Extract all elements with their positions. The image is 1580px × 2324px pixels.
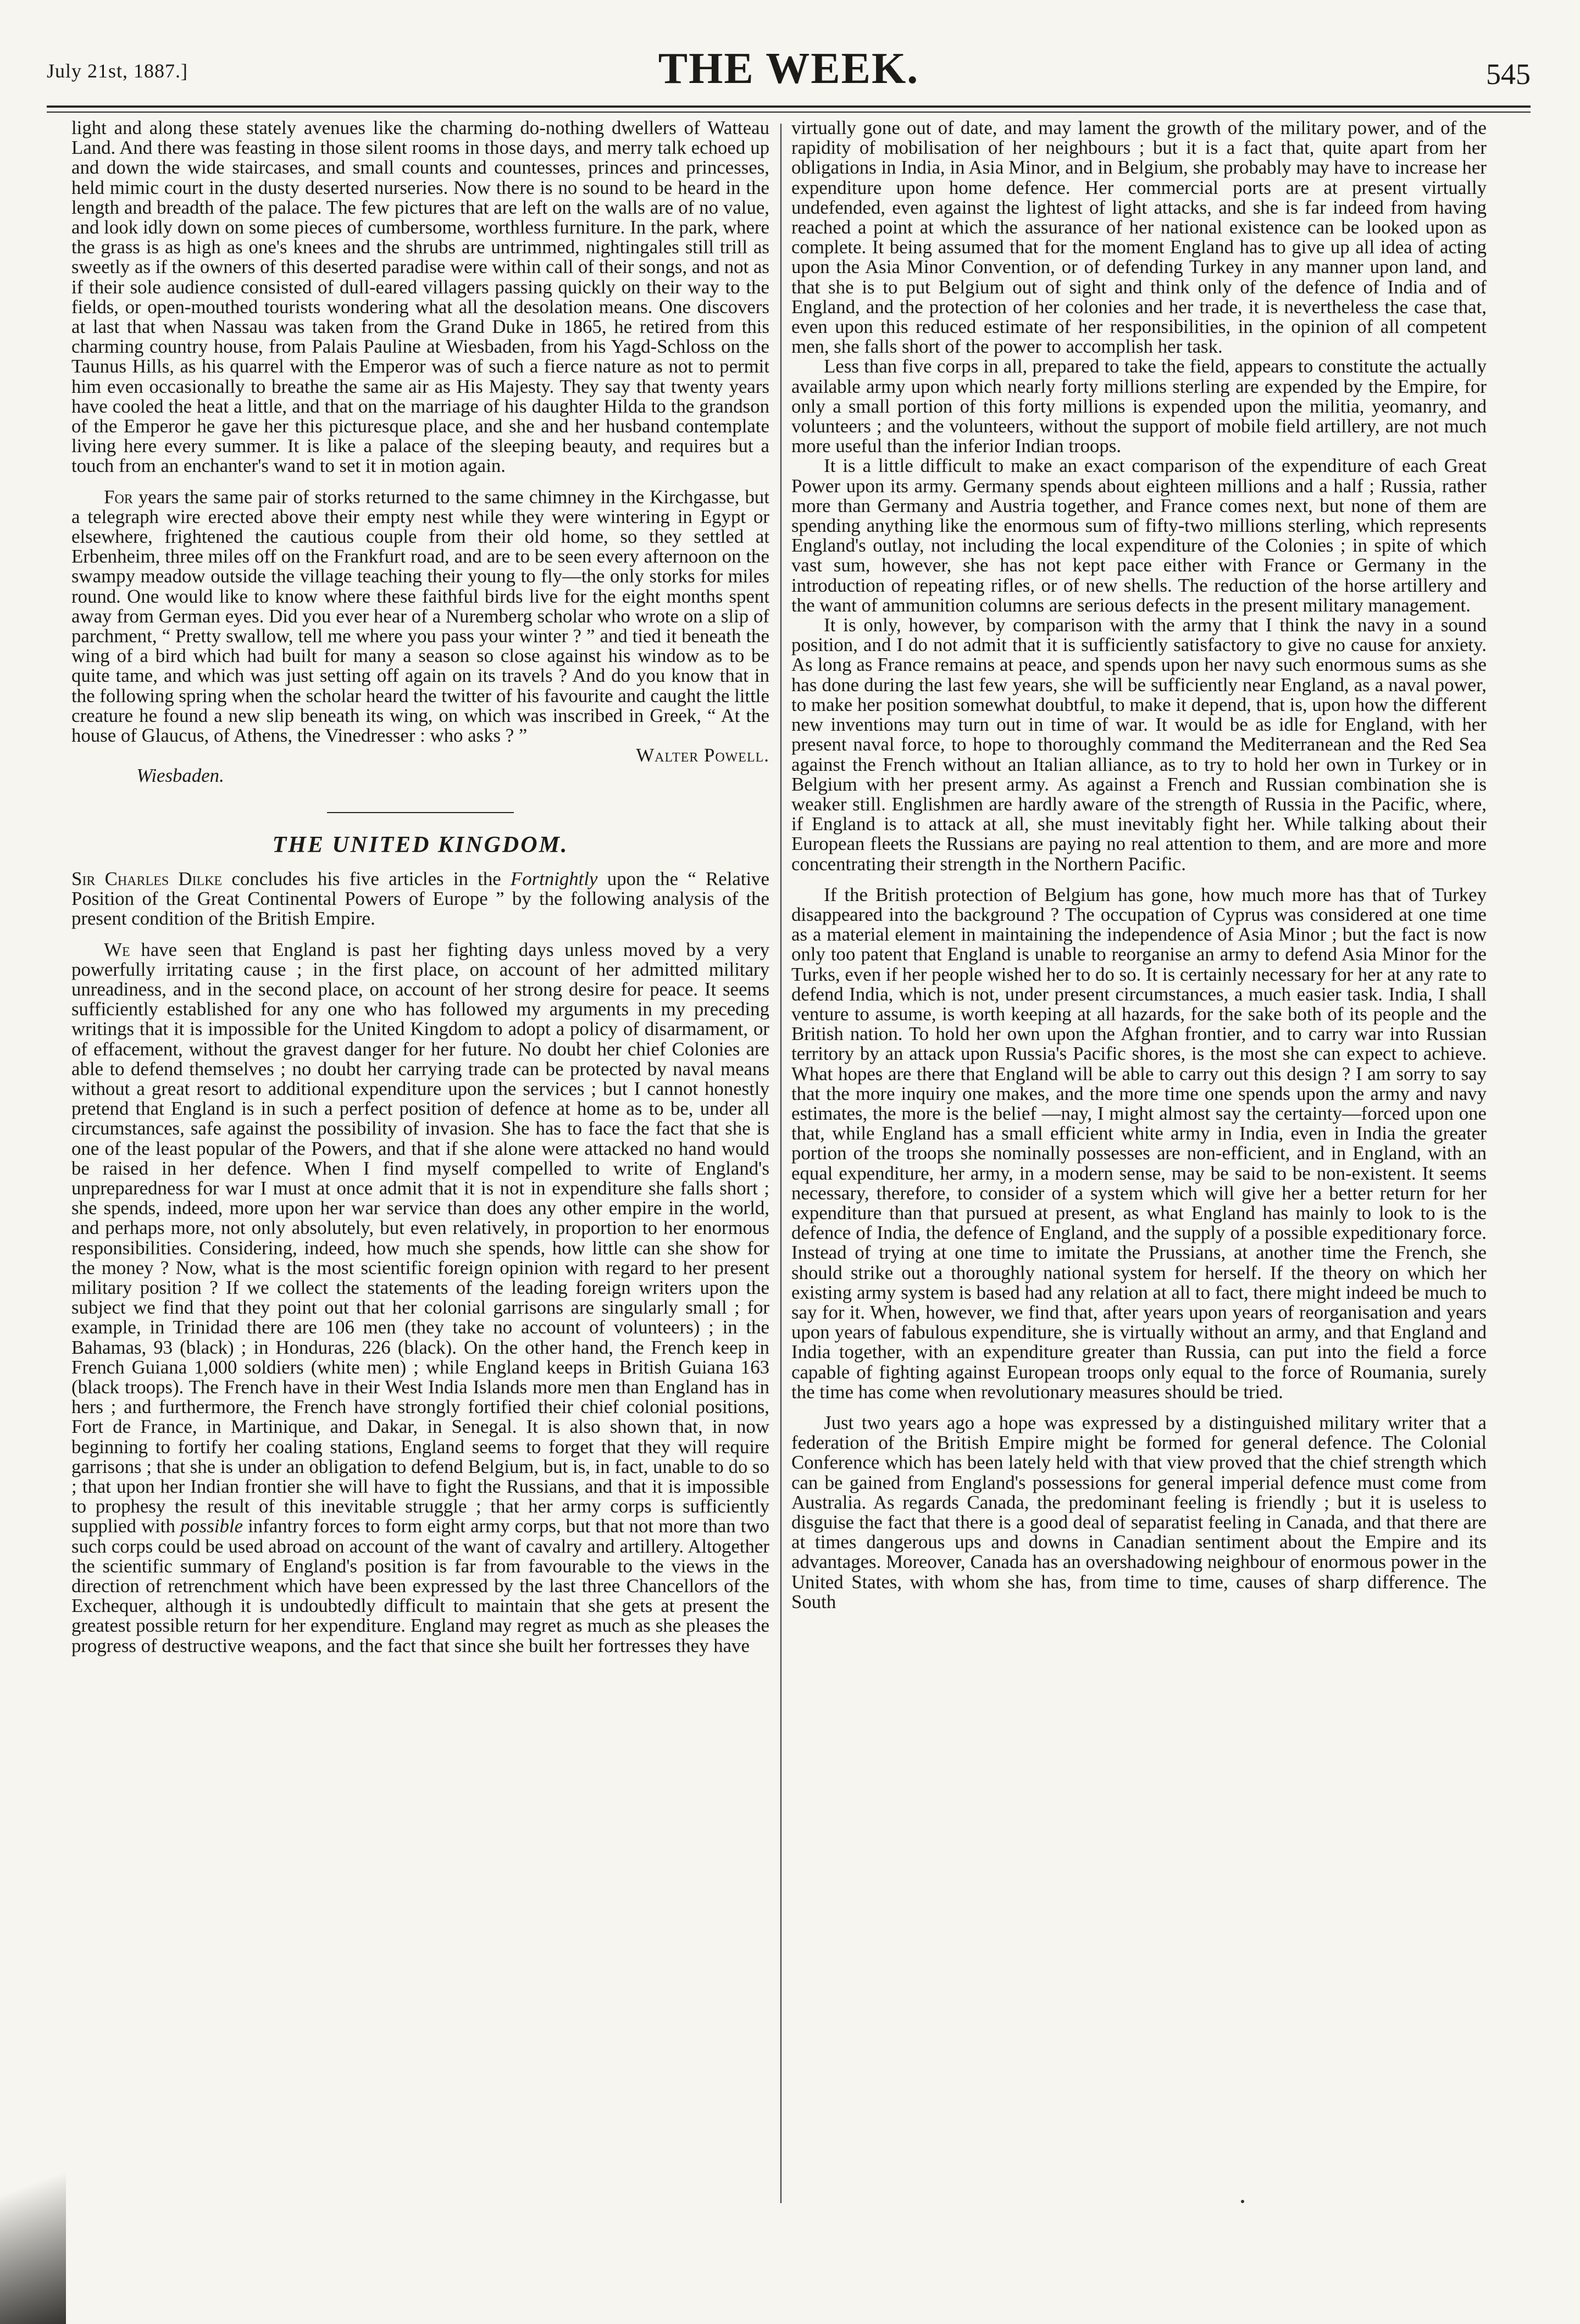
paragraph-fighting-days xyxy=(71,940,769,1656)
author-signature: Walter Powell. xyxy=(636,744,769,766)
paragraph-storks-text: years the same pair of storks returned to the same chimney in the Kirchgasse, but a telegraph wire erected above their empty nest while they were wintering in Egypt or elsewhere, frightened the cautious couple from their old home, so they settled at Erbenheim, three miles off on the Frankfurt road, and are to be seen every afternoon on the swampy meadow outside the village teaching their young to fly—the only storks for miles round. One would like to know where these faithful birds live for the eight months spent away from German eyes. Did you ever hear of a Nuremberg scholar who wrote on a slip of parchment, “ Pretty swallow, tell me where you pass your winter ? ” and tied it beneath the wing of a bird which had built for many a season so close against his window as to be quite tame, and which was just setting off again on its travels ? And do you know that in the following spring when the scholar heard the twitter of his favourite and caught the little creature he found a new slip beneath its wing, on which was inscribed in Greek, “ At the house of Glaucus, of Athens, the Vinedresser : who asks ? ” xyxy=(71,486,769,747)
issue-date: July 21st, 1887.] xyxy=(47,60,189,82)
intro-lead: Sir Charles Dilke xyxy=(71,868,223,889)
paragraph-home-defence: virtually gone out of date, and may lament the growth of the military power, and of the rapidity of mobilisation of her neighbours ; but it is a fact that, quite apart from her obligations in India, in Asia Minor, and in Belgium, she probably may have to increase her expenditure upon home defence. Her commercial ports are at present virtually undefended, even against the lightest of light attacks, and she is far indeed from having reached a point at which the assurance of her national existence can be looked upon as complete. It being assumed that for the moment England has to give up all idea of acting upon the Asia Minor Convention, or of defending Turkey in any manner upon land, and that she is to put Belgium out of sight and think only of the defence of India and of England, and the protection of her colonies and her trade, it is nevertheless the case that, even upon this reduced estimate of her responsibilities, in the opinion of all competent men, she falls short of the power to accomplish her task. xyxy=(791,117,1487,358)
paragraph-belgium-turkey: If the British protection of Belgium has gone, how much more has that of Turkey disappeared into the background ? The occupation of Cyprus was considered at one time as a material element in maintaining the independence of Asia Minor ; but the fact is now only too patent that England is unable to reorganise an army to defend Asia Minor for the Turks, even if her people wished her to do so. It is certainly necessary for her at any rate to defend India, which is not, under present circumstances, a much easier task. India, I shall venture to assume, is worth keeping at all hazards, for the sake both of its people and the British nation. To hold her own upon the Afghan frontier, and to carry war into Russian territory by an attack upon Russia's Pacific shores, is the most she can expect to achieve. What hopes are there that England will be able to carry out this design ? I am sorry to say that the more inquiry one makes, and the more time one spends upon the army and navy estimates, the more is the belief —nay, I might almost say the certainty—forced upon one that, while England has a small efficient white army in India, even in India the greater portion of the troops she nominally possesses are non-efficient, and in England, with an equal expenditure, her army, in a modern sense, may be said to be non-existent. It seems necessary, therefore, to consider of a system which will give her a better return for her expenditure than that pursued at present, as what England has mainly to look to is the defence of India, the defence of England, and the supply of a possible expeditionary force. Instead of trying at one time to imitate the Prussians, at another time the French, she should strike out a thoroughly national system for herself. If the theory on which her existing army system is based had any relation at all to fact, there might indeed be much to say for it. When, however, we find that, after years upon years of reorganisation and years upon years of fabulous expenditure, she is virtually without an army, and that England and India together, with an expenditure greater than Russia, can put into the field a force capable of fighting against European troops only equal to the force of Roumania, surely the time has come when revolutionary measures should be tried. xyxy=(791,883,1487,1403)
left-column xyxy=(71,118,769,1656)
ink-speck xyxy=(1241,2200,1244,2203)
column-divider xyxy=(780,124,781,2203)
section-divider xyxy=(327,812,514,813)
article-intro xyxy=(71,869,769,929)
intro-text-b: upon the “ Relative Position of the Great Continental Powers of Europe ” by the following analysis of the present condition of the British Empire. xyxy=(71,868,769,930)
paragraph-expenditure: It is a little difficult to make an exact comparison of the expenditure of each Great Power upon its army. Germany spends about eighteen millions and a half ; Russia, rather more than Germany and Austria together, and France comes next, but none of them are spending anything like the enormous sum of fifty-two millions sterling, which represents England's outlay, not including the local expenditure of the Colonies ; in spite of which vast sum, however, she has not kept pace either with France or Germany in the introduction of repeating rifles, or of new shells. The reduction of the horse artillery and the want of ammunition columns are serious defects in the present military management. xyxy=(791,455,1487,616)
dateline-place: Wiesbaden. xyxy=(136,764,224,786)
paragraph-federation: Just two years ago a hope was expressed by a distinguished military writer that a federation of the British Empire might be formed for general defence. The Colonial Conference which has been lately held with that view proved that the chief strength which can be gained from England's possessions for general imperial defence must come from Australia. As regards Canada, the predominant feeling is friendly ; but it is useless to disguise the fact that there is a good deal of separatist feeling in Canada, and that there are at times dangerous ups and downs in Canadian sentiment about the Empire and its advantages. Moreover, Canada has an overshadowing neighbour of enormous power in the United States, with whom she has, from time to time, causes of sharp difference. The South xyxy=(791,1412,1487,1613)
paragraph-five-corps: Less than five corps in all, prepared to take the field, appears to constitute the actually available army upon which nearly forty millions sterling are expended by the Empire, for only a small portion of this forty millions is expended upon the militia, yeomanry, and volunteers ; and the volunteers, without the support of mobile field artillery, are not much more useful than the inferior Indian troops. xyxy=(791,355,1487,457)
emphasis-word: possible xyxy=(180,1515,243,1537)
section-title: THE UNITED KINGDOM. xyxy=(272,832,569,858)
paragraph-navy: It is only, however, by comparison with the army that I think the navy in a sound position, and I do not admit that it is sufficiently satisfactory to give no cause for anxiety. As long as France remains at peace, and spends upon her navy such enormous sums as she has done during the last few years, she will be sufficiently near England, as a naval power, to make her position somewhat doubtful, to make it depend, that is, upon how the different new inventions may turn out in time of war. It would be as idle for England, with her present naval force, to hope to thoroughly command the Mediterranean and the Red Sea against the French without an Italian alliance, as to try to hold her own in Turkey or in Belgium with her present army. As against a French and Russian combination she is weaker still. Englishmen are hardly aware of the strength of Russia in the Pacific, where, if England is to attack at all, she must inevitably fight her. While talking about their European fleets the Russians are paying no real attention to them, and are more and more concentrating their strength in the Northern Pacific. xyxy=(791,614,1487,875)
intro-text-a: concludes his five articles in the xyxy=(222,868,511,889)
page-header xyxy=(47,44,1531,104)
paragraph-storks xyxy=(71,487,769,746)
paragraph-text-b: infantry forces to form eight army corps, but that not more than two such corps could be used abroad on account of the want of cavalry and artillery. Altogether the scientific summary of England's position is far from favourable to the views in the direction of retrenchment which have been expressed by the last three Chancellors of the Exchequer, although it is undoubtedly difficult to maintain that she gets at present the greatest possible return for her expenditure. England may regret as much as she pleases the progress of destructive weapons, and the fact that since she built her fortresses they have xyxy=(71,1515,769,1656)
journal-name: Fortnightly xyxy=(510,868,598,889)
paragraph-text-a: have seen that England is past her fighting days unless moved by a very powerfully irritating cause ; in the first place, on account of her admitted military unreadiness, and in the second place, on account of her strong desire for peace. It seems sufficiently established for any one who has followed my arguments in my preceding writings that it is impossible for the United Kingdom to adopt a policy of disarmament, or of effacement, without the gravest danger for her future. No doubt her chief Colonies are able to defend themselves ; no doubt her carrying trade can be protected by naval means without a great resort to additional expenditure upon the services ; but I cannot honestly pretend that England is in such a perfect position of defence at home as to be, under all circumstances, safe against the possibility of invasion. She has to face the fact that she is one of the least popular of the Powers, and that if she alone were attacked no hand would be raised in her defence. When I find myself compelled to write of England's unpreparedness for war I must at once admit that it is not in expenditure she falls short ; she spends, indeed, more upon her war service than does any other empire in the world, and perhaps more, not only absolutely, but even relatively, in proportion to her enormous responsibilities. Considering, indeed, how much she spends, how little can she show for the money ? Now, what is the most scientific foreign opinion with regard to her present military position ? If we collect the statements of the leading foreign writers upon the subject we find that they point out that her colonial garrisons are singularly small ; for example, in Trinidad there are 106 men (they take no account of volunteers) ; in the Bahamas, 93 (black) ; in Honduras, 226 (black). On the other hand, the French keep in French Guiana 1,000 soldiers (white men) ; while England keeps in British Guiana 163 (black troops). The French have in their West India Islands more men than England has in hers ; and furthermore, the French have strongly fortified their chief colonial positions, Fort de France, in Martinique, and Dakar, in Senegal. It is also shown that, in now beginning to fortify her coaling stations, England seems to forget that they will require garrisons ; that she is under an obligation to defend Belgium, but is, in fact, unable to do so ; that upon her Indian frontier she will have to fight the Russians, and that it is impossible to prophesy the result of this inevitable struggle ; that her army corps is sufficiently supplied with xyxy=(71,938,769,1537)
scan-edge-shadow xyxy=(0,2093,66,2324)
header-rule-thick xyxy=(47,105,1531,108)
signature-line xyxy=(71,746,769,765)
right-column xyxy=(791,118,1487,1612)
page-number: 545 xyxy=(1486,58,1531,91)
paragraph-palace: light and along these stately avenues like the charming do-nothing dwellers of Watteau Land. And there was feasting in those silent rooms in those days, and merry talk echoed up and down the wide staircases, and small counts and countesses, princes and princesses, held mimic court in the dusty deserted nurseries. Now there is no sound to be heard in the length and breadth of the palace. The few pictures that are left on the walls are of no value, and look idly down on some pieces of cumbersome, worthless furniture. In the park, where the grass is as high as one's knees and the shrubs are untrimmed, nightingales still trill as sweetly as if the owners of this deserted paradise were within call of their songs, and not as if their sole audience consisted of dull-eared villagers passing quickly on their way to the fields, or open-mouthed tourists wondering what all the desolation means. One discovers at last that when Nassau was taken from the Grand Duke in 1865, he retired from this charming country house, from Palais Pauline at Wiesbaden, from his Yagd-Schloss on the Taunus Hills, as his quarrel with the Emperor was of such a fierce nature as not to permit him even occasionally to breathe the same air as His Majesty. They say that twenty years have cooled the heat a little, and that on the marriage of his daughter Hilda to the grandson of the Emperor he gave her this picturesque place, and she and her husband contemplate living here every summer. It is like a palace of the sleeping beauty, and requires but a touch from an enchanter's wand to set it in motion again. xyxy=(71,117,769,477)
header-rule-thin xyxy=(47,112,1531,113)
drop-lead: We xyxy=(104,938,130,960)
masthead-title: THE WEEK. xyxy=(658,45,919,93)
drop-lead: For xyxy=(104,486,133,508)
